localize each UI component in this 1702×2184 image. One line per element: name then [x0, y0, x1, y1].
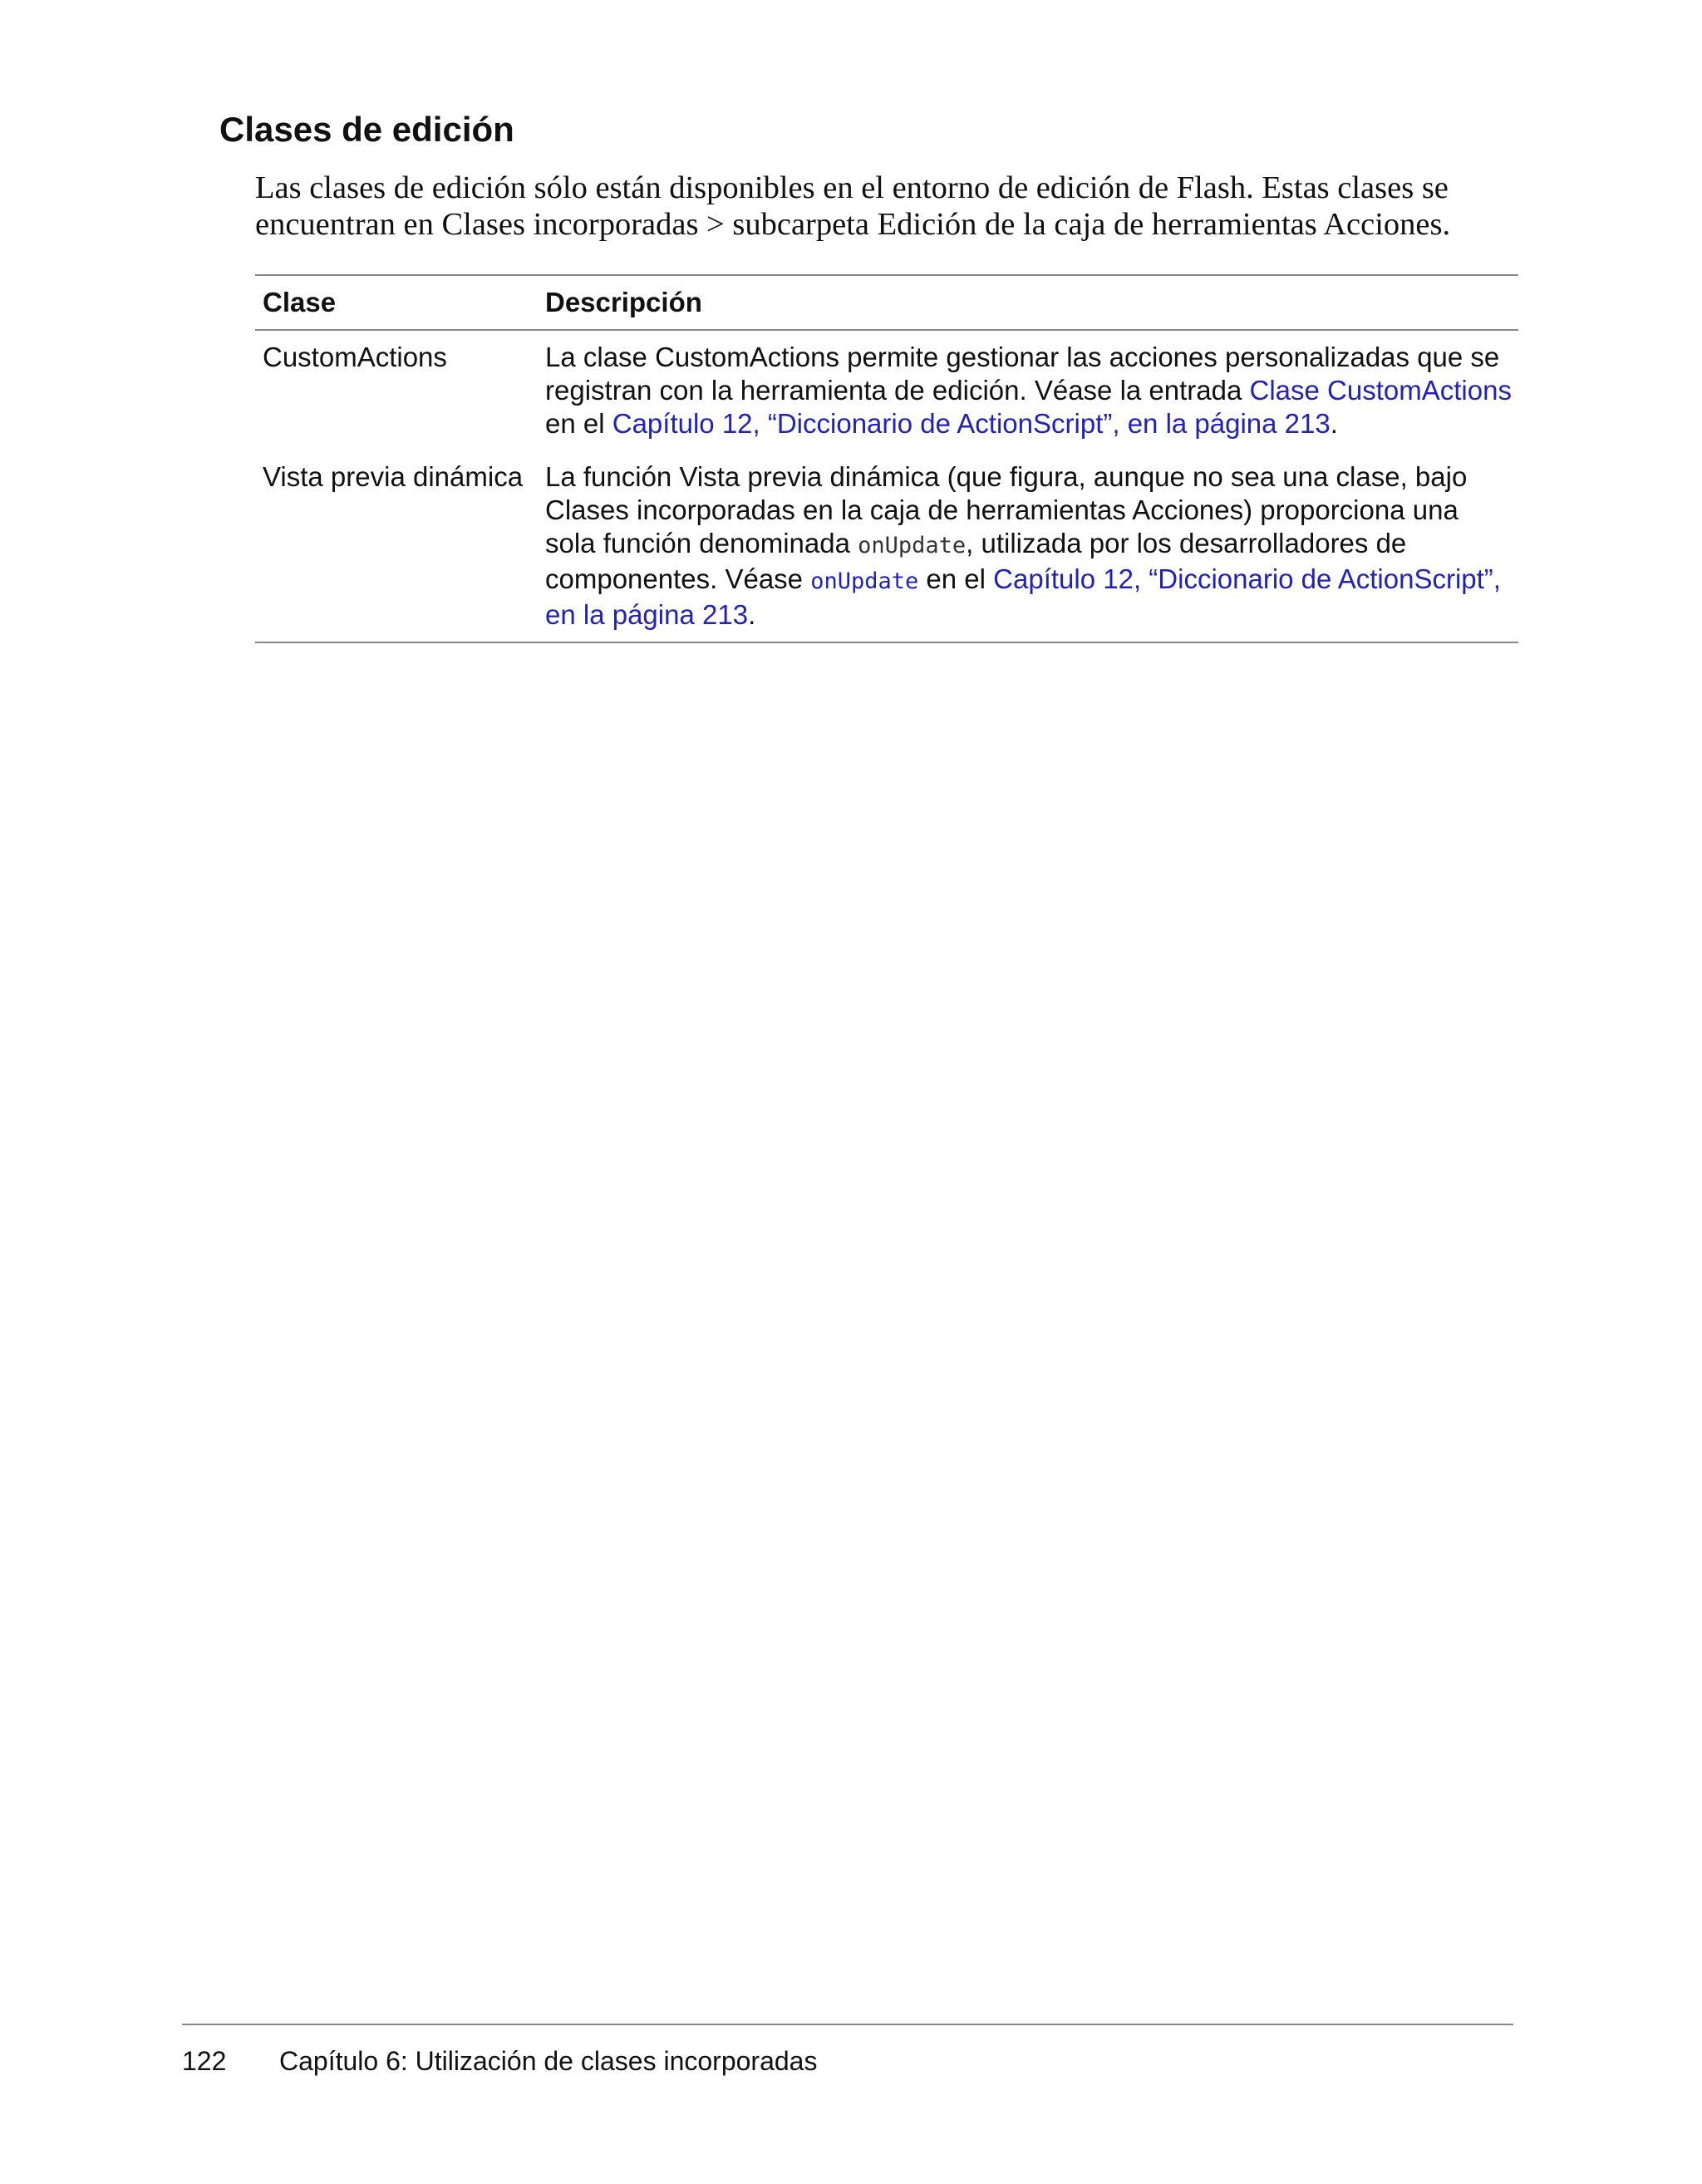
description-text: La función Vista previa dinámica (que figura, aunque no sea una clase, bajo Clases incorporadas en la caja de herramientas Acciones) proporciona una sola función denominada: [545, 461, 1468, 558]
link-capitulo-12[interactable]: Capítulo 12, “Diccionario de ActionScript”, en la página 213: [545, 563, 1501, 630]
intro-paragraph: Las clases de edición sólo están disponibles en el entorno de edición de Flash. Estas clases se encuentran en Clases incorporadas > subcarpeta Edición de la caja de herramientas Acciones.: [255, 170, 1451, 242]
description-cell: [538, 450, 1518, 642]
description-text: , utilizada por los desarrolladores de componentes. Véase: [545, 528, 1407, 594]
description-text: en el: [545, 408, 612, 439]
description-text: .: [1330, 408, 1338, 439]
code-onupdate: onUpdate: [858, 533, 967, 558]
description-cell: [538, 330, 1518, 450]
classes-table-container: [255, 274, 1518, 643]
section-heading: Clases de edición: [219, 110, 514, 149]
link-clase-customactions[interactable]: Clase CustomActions: [1249, 375, 1512, 406]
link-code-onupdate[interactable]: onUpdate: [810, 568, 919, 594]
description-text: .: [748, 599, 756, 630]
link-capitulo-12[interactable]: Capítulo 12, “Diccionario de ActionScript”, en la página 213: [612, 408, 1331, 439]
class-cell: Vista previa dinámica: [263, 461, 524, 492]
table-header-row: [255, 275, 1518, 330]
page-number: 122: [182, 2046, 227, 2076]
footer-divider: [182, 2024, 1513, 2025]
table-row: [255, 330, 1518, 450]
description-text: en el: [918, 563, 994, 594]
class-cell: CustomActions: [263, 342, 447, 372]
classes-table: [255, 274, 1518, 643]
column-header-description: Descripción: [545, 287, 702, 317]
chapter-title: Capítulo 6: Utilización de clases incorporadas: [279, 2046, 818, 2076]
description-text: La clase CustomActions permite gestionar las acciones personalizadas que se registran con la herramienta de edición. Véase la entrada: [545, 342, 1500, 406]
table-row: [255, 450, 1518, 642]
column-header-class: Clase: [263, 287, 337, 317]
